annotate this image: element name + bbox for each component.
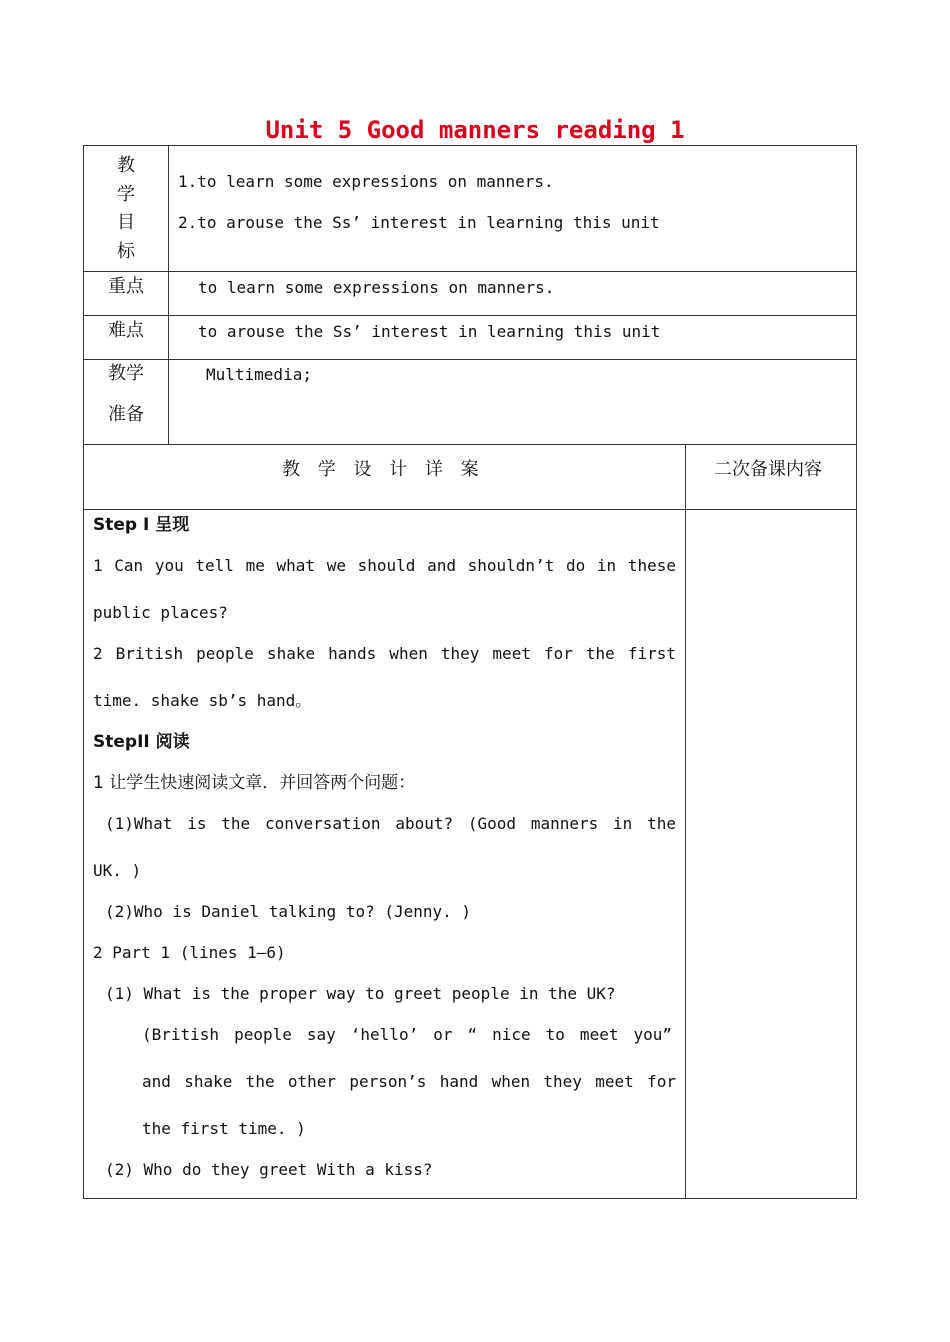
prep-text: Multimedia; <box>206 365 312 384</box>
key-points-label: 重点 <box>108 276 144 297</box>
difficulty-label: 难点 <box>108 320 144 341</box>
objectives-label-char: 标 <box>117 241 135 262</box>
part1-question-1: (1) What is the proper way to greet people in the UK? <box>105 984 616 1003</box>
design-main-header: 教 学 设 计 详 案 <box>282 459 481 480</box>
document-title: Unit 5 Good manners reading 1 <box>265 116 685 144</box>
row-divider <box>83 315 857 316</box>
difficulty-text: to arouse the Ss’ interest in learning this unit <box>198 322 661 341</box>
key-points-text: to learn some expressions on manners. <box>198 278 555 297</box>
part1-answer-line: and shake the other person’s hand when they meet for <box>142 1072 676 1091</box>
design-side-header: 二次备课内容 <box>714 459 822 480</box>
objectives-label-char: 目 <box>117 212 135 233</box>
objective-item: 1.to learn some expressions on manners. <box>178 172 554 191</box>
side-column-divider <box>685 444 686 1198</box>
step2-intro: 1 让学生快速阅读文章．并回答两个问题： <box>93 773 416 793</box>
step1-question-2-cont: time. shake sb’s hand。 <box>93 691 312 710</box>
prep-label-line: 教学 <box>108 363 144 384</box>
objectives-label-char: 教 <box>117 155 135 176</box>
step2-question-1-cont: UK. ) <box>93 861 142 880</box>
step2-question-1: (1)What is the conversation about? (Good manners in the <box>105 814 676 833</box>
part1-answer-line: the first time. ) <box>142 1119 306 1138</box>
part1-answer-line: (British people say ‘hello’ or “ nice to meet you” <box>142 1025 672 1044</box>
step1-question-1: 1 Can you tell me what we should and shouldn’t do in these <box>93 556 676 575</box>
objectives-label-char: 学 <box>117 184 135 205</box>
row-divider <box>83 359 857 360</box>
objective-item: 2.to arouse the Ss’ interest in learning this unit <box>178 213 660 232</box>
part1-question-2: (2) Who do they greet With a kiss? <box>105 1160 433 1179</box>
row-divider <box>83 271 857 272</box>
prep-label-line: 准备 <box>108 404 144 425</box>
step2-heading: StepII 阅读 <box>93 732 190 752</box>
step1-question-1-cont: public places? <box>93 603 228 622</box>
design-header-divider <box>83 509 857 510</box>
label-column-divider <box>168 145 169 444</box>
step1-question-2: 2 British people shake hands when they meet for the first <box>93 644 676 663</box>
step1-heading: Step I 呈现 <box>93 515 190 535</box>
step2-question-2: (2)Who is Daniel talking to? (Jenny. ) <box>105 902 472 921</box>
part1-heading: 2 Part 1 (lines 1—6) <box>93 943 286 962</box>
